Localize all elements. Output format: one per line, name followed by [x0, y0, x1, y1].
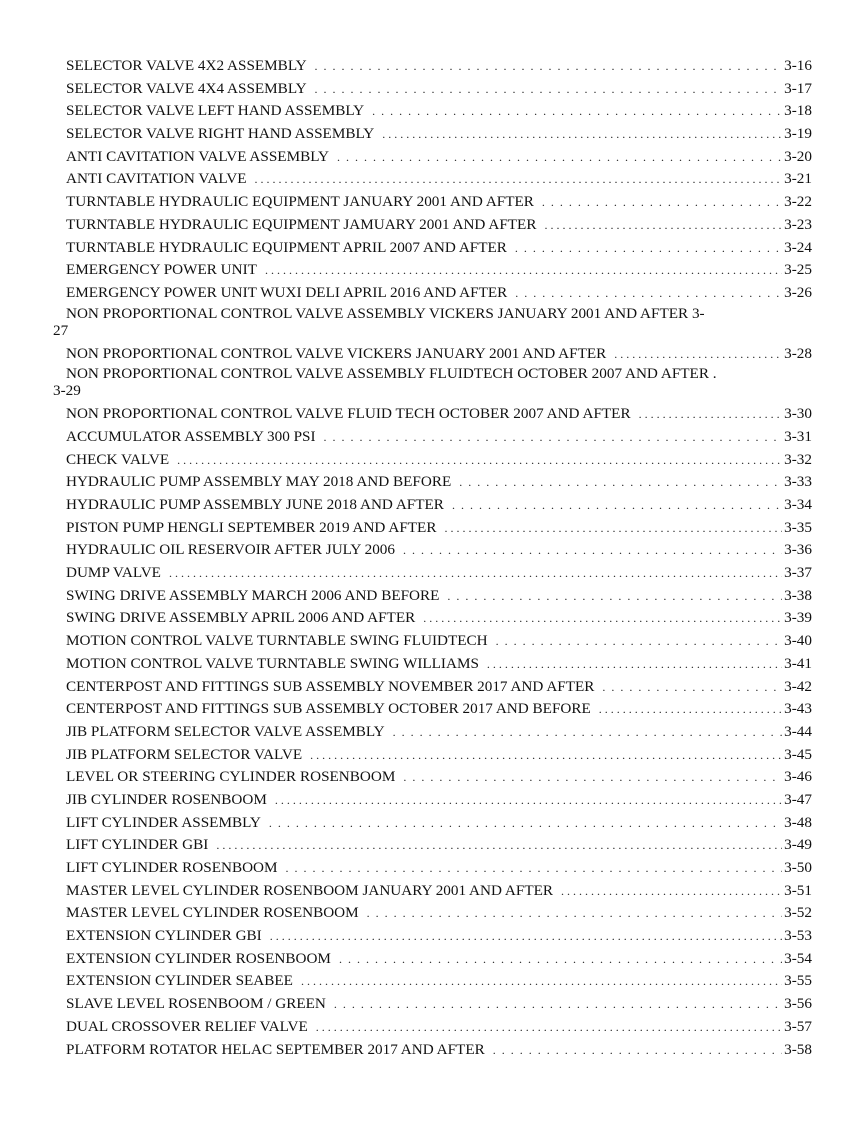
toc-entry-page: 3-17	[784, 79, 812, 97]
dot-leader	[324, 426, 783, 449]
toc-entry-title: EXTENSION CYLINDER ROSENBOOM	[66, 949, 331, 967]
dot-leader	[177, 449, 782, 472]
toc-entry-page: 3-44	[784, 722, 812, 740]
toc-entry[interactable]	[66, 562, 812, 585]
toc-entry-title: HYDRAULIC PUMP ASSEMBLY MAY 2018 AND BEFORE	[66, 473, 452, 491]
toc-entry[interactable]	[66, 857, 812, 880]
toc-entry[interactable]	[66, 993, 812, 1016]
dot-leader	[599, 698, 782, 721]
toc-entry-page: 3-20	[784, 147, 812, 165]
toc-entry-title: MASTER LEVEL CYLINDER ROSENBOOM JANUARY 2001 AND AFTER	[66, 881, 554, 899]
toc-entry[interactable]	[66, 449, 812, 472]
dot-leader	[367, 902, 783, 925]
toc-entry[interactable]	[66, 471, 812, 494]
toc-entry-page: 3-35	[784, 518, 812, 536]
toc-entry-title: SELECTOR VALVE RIGHT HAND ASSEMBLY	[66, 125, 375, 143]
dot-leader	[169, 562, 782, 585]
dot-leader	[515, 282, 782, 305]
toc-entry-page: 3-21	[784, 170, 812, 188]
toc-entry-page: 3-38	[784, 586, 812, 604]
toc-entry[interactable]	[66, 607, 812, 630]
dot-leader	[301, 970, 782, 993]
toc-entry[interactable]	[66, 191, 812, 214]
toc-entry-title: NON PROPORTIONAL CONTROL VALVE FLUID TECH OCTOBER 2007 AND AFTER	[66, 405, 631, 423]
toc-entry-title: SELECTOR VALVE 4X4 ASSEMBLY	[66, 79, 307, 97]
toc-entry-page: 3-46	[784, 768, 812, 786]
toc-entry-title: MOTION CONTROL VALVE TURNTABLE SWING WILLIAMS	[66, 654, 479, 672]
toc-entry-page: 3-30	[784, 405, 812, 423]
toc-entry[interactable]	[66, 343, 812, 366]
toc-entry-page: 3-33	[784, 473, 812, 491]
toc-entry[interactable]	[66, 789, 812, 812]
toc-entry[interactable]	[66, 517, 812, 540]
toc-entry[interactable]	[66, 1039, 812, 1062]
toc-entry-page: 3-18	[784, 102, 812, 120]
dot-leader	[216, 834, 782, 857]
dot-leader	[602, 676, 782, 699]
dot-leader	[393, 721, 783, 744]
dot-leader	[270, 925, 782, 948]
toc-entry[interactable]	[66, 214, 812, 237]
table-of-contents	[53, 55, 812, 1061]
dot-leader	[315, 78, 783, 101]
toc-entry-wrapped[interactable]	[53, 365, 812, 403]
toc-entry-title: TURNTABLE HYDRAULIC EQUIPMENT JAMUARY 2001 AND AFTER	[66, 215, 537, 233]
toc-entry[interactable]	[66, 1016, 812, 1039]
toc-entry-page: 3-40	[784, 632, 812, 650]
toc-entry-title: LIFT CYLINDER ROSENBOOM	[66, 859, 278, 876]
dot-leader	[275, 789, 782, 812]
toc-entry-title: PISTON PUMP HENGLI SEPTEMBER 2019 AND AFTER	[66, 518, 437, 536]
toc-entry-title: HYDRAULIC OIL RESERVOIR AFTER JULY 2006	[66, 541, 395, 559]
toc-entry-title: SWING DRIVE ASSEMBLY MARCH 2006 AND BEFORE	[66, 586, 440, 604]
toc-entry[interactable]	[66, 970, 812, 993]
toc-entry-title: CENTERPOST AND FITTINGS SUB ASSEMBLY NOVEMBER 2017 AND AFTER	[66, 677, 595, 695]
toc-entry-page: 3-31	[784, 427, 812, 445]
toc-entry-title: SELECTOR VALVE LEFT HAND ASSEMBLY	[66, 102, 365, 120]
toc-entry-page: 3-19	[784, 125, 812, 143]
dot-leader	[614, 343, 782, 366]
toc-entry-title: TURNTABLE HYDRAULIC EQUIPMENT APRIL 2007 AND AFTER	[66, 238, 507, 256]
toc-entry-page: 3-25	[784, 261, 812, 279]
toc-entry[interactable]	[66, 585, 812, 608]
toc-entry-title: TURNTABLE HYDRAULIC EQUIPMENT JANUARY 2001 AND AFTER	[66, 193, 534, 211]
toc-entry-title: LIFT CYLINDER GBI	[66, 836, 209, 854]
toc-entry-page: 3-28	[784, 344, 812, 362]
dot-leader	[269, 812, 782, 835]
toc-entry-page: 3-52	[784, 904, 812, 922]
toc-entry-title: ANTI CAVITATION VALVE	[66, 170, 247, 188]
toc-entry-title: SWING DRIVE ASSEMBLY APRIL 2006 AND AFTER	[66, 609, 416, 627]
toc-entry-wrapped[interactable]	[53, 304, 812, 343]
toc-entry-page: 3-50	[784, 859, 812, 876]
toc-entry[interactable]	[66, 834, 812, 857]
toc-entry-title: MASTER LEVEL CYLINDER ROSENBOOM	[66, 904, 359, 922]
toc-entry[interactable]	[66, 653, 812, 676]
toc-entry[interactable]	[66, 698, 812, 721]
toc-entry-title: JIB CYLINDER ROSENBOOM	[66, 790, 267, 808]
dot-leader	[372, 100, 782, 123]
toc-entry-page: 3-42	[784, 677, 812, 695]
dot-leader	[265, 259, 782, 282]
toc-entry[interactable]	[66, 676, 812, 699]
dot-leader	[447, 585, 782, 608]
toc-entry[interactable]	[66, 237, 812, 260]
dot-leader	[493, 1039, 782, 1062]
toc-entry[interactable]	[66, 146, 812, 169]
dot-leader	[254, 168, 782, 191]
toc-entry-page: 3-57	[784, 1017, 812, 1035]
toc-entry[interactable]	[66, 55, 812, 78]
toc-entry[interactable]	[66, 78, 812, 101]
toc-entry-page: 3-49	[784, 836, 812, 854]
toc-entry-page: 3-26	[784, 283, 812, 301]
toc-entry[interactable]	[66, 766, 812, 789]
dot-leader	[496, 630, 783, 653]
toc-entry[interactable]	[66, 426, 812, 449]
toc-entry[interactable]	[66, 948, 812, 971]
toc-entry-title: DUMP VALVE	[66, 564, 161, 582]
toc-entry[interactable]	[66, 880, 812, 903]
toc-entry-title: CHECK VALVE	[66, 450, 170, 468]
dot-leader	[487, 653, 782, 676]
toc-entry-page: 3-48	[784, 813, 812, 831]
dot-leader	[310, 744, 782, 767]
toc-entry-title: JIB PLATFORM SELECTOR VALVE	[66, 745, 303, 763]
dot-leader	[544, 214, 782, 237]
toc-entry-title: DUAL CROSSOVER RELIEF VALVE	[66, 1017, 308, 1035]
dot-leader	[639, 403, 783, 426]
dot-leader	[444, 517, 782, 540]
dot-leader	[515, 237, 782, 260]
toc-entry-page-continued: 27	[53, 321, 69, 339]
toc-entry[interactable]	[66, 744, 812, 767]
toc-entry-title: EMERGENCY POWER UNIT WUXI DELI APRIL 2016 AND AFTER	[66, 283, 508, 301]
toc-entry-title: SLAVE LEVEL ROSENBOOM / GREEN	[66, 995, 326, 1013]
toc-entry-page: 3-36	[784, 541, 812, 559]
dot-leader	[382, 123, 782, 146]
dot-leader	[337, 146, 782, 169]
toc-entry-page: 3-56	[784, 995, 812, 1013]
toc-entry-page: 3-34	[784, 496, 812, 513]
toc-entry-page: 3-32	[784, 450, 812, 468]
toc-entry-title: SELECTOR VALVE 4X2 ASSEMBLY	[66, 57, 307, 74]
toc-entry-title: EXTENSION CYLINDER GBI	[66, 927, 262, 945]
toc-entry-page: 3-24	[784, 238, 812, 256]
toc-entry-title: LIFT CYLINDER ASSEMBLY	[66, 813, 261, 831]
toc-entry[interactable]	[66, 259, 812, 282]
dot-leader	[315, 55, 783, 78]
toc-entry-title: MOTION CONTROL VALVE TURNTABLE SWING FLUIDTECH	[66, 632, 488, 650]
dot-leader	[316, 1016, 782, 1039]
dot-leader	[403, 539, 782, 562]
toc-entry[interactable]	[66, 902, 812, 925]
toc-entry[interactable]	[66, 925, 812, 948]
dot-leader	[286, 857, 783, 880]
toc-entry-title: HYDRAULIC PUMP ASSEMBLY JUNE 2018 AND AFTER	[66, 496, 444, 513]
toc-entry-page: 3-23	[784, 215, 812, 233]
dot-leader	[334, 993, 782, 1016]
toc-entry-page: 3-47	[784, 790, 812, 808]
toc-entry-page: 3-16	[784, 57, 812, 74]
toc-entry-title: PLATFORM ROTATOR HELAC SEPTEMBER 2017 AND AFTER	[66, 1040, 485, 1058]
toc-entry[interactable]	[66, 123, 812, 146]
toc-entry[interactable]	[66, 403, 812, 426]
toc-entry-page: 3-45	[784, 745, 812, 763]
toc-entry-title-line: NON PROPORTIONAL CONTROL VALVE ASSEMBLY VICKERS JANUARY 2001 AND AFTER 3-	[66, 304, 705, 322]
dot-leader	[339, 948, 782, 971]
toc-entry-page: 3-53	[784, 927, 812, 945]
toc-entry[interactable]	[66, 630, 812, 653]
toc-entry-page: 3-43	[784, 700, 812, 718]
dot-leader	[403, 766, 782, 789]
toc-entry-title: ACCUMULATOR ASSEMBLY 300 PSI	[66, 427, 316, 445]
toc-entry-page: 3-41	[784, 654, 812, 672]
toc-entry-page: 3-37	[784, 564, 812, 582]
toc-entry-page-continued: 3-29	[53, 382, 81, 400]
dot-leader	[459, 471, 782, 494]
toc-entry[interactable]	[66, 168, 812, 191]
dot-leader	[452, 494, 782, 517]
toc-entry-page: 3-55	[784, 972, 812, 990]
toc-entry[interactable]	[66, 100, 812, 123]
toc-entry-title-line: NON PROPORTIONAL CONTROL VALVE ASSEMBLY FLUIDTECH OCTOBER 2007 AND AFTER .	[66, 365, 717, 383]
toc-entry-title: CENTERPOST AND FITTINGS SUB ASSEMBLY OCTOBER 2017 AND BEFORE	[66, 700, 591, 718]
dot-leader	[423, 607, 782, 630]
toc-entry-page: 3-51	[784, 881, 812, 899]
toc-entry[interactable]	[66, 812, 812, 835]
toc-entry-title: ANTI CAVITATION VALVE ASSEMBLY	[66, 147, 329, 165]
toc-entry-page: 3-54	[784, 949, 812, 967]
toc-entry-title: JIB PLATFORM SELECTOR VALVE ASSEMBLY	[66, 722, 385, 740]
toc-entry-title: NON PROPORTIONAL CONTROL VALVE VICKERS JANUARY 2001 AND AFTER	[66, 344, 607, 362]
toc-entry[interactable]	[66, 539, 812, 562]
toc-entry-page: 3-58	[784, 1040, 812, 1058]
toc-entry-title: EMERGENCY POWER UNIT	[66, 261, 257, 279]
toc-entry[interactable]	[66, 494, 812, 517]
dot-leader	[542, 191, 782, 214]
toc-entry-page: 3-22	[784, 193, 812, 211]
toc-entry[interactable]	[66, 721, 812, 744]
toc-entry-page: 3-39	[784, 609, 812, 627]
toc-entry[interactable]	[66, 282, 812, 305]
toc-entry-title: EXTENSION CYLINDER SEABEE	[66, 972, 293, 990]
dot-leader	[561, 880, 782, 903]
toc-entry-title: LEVEL OR STEERING CYLINDER ROSENBOOM	[66, 768, 396, 786]
